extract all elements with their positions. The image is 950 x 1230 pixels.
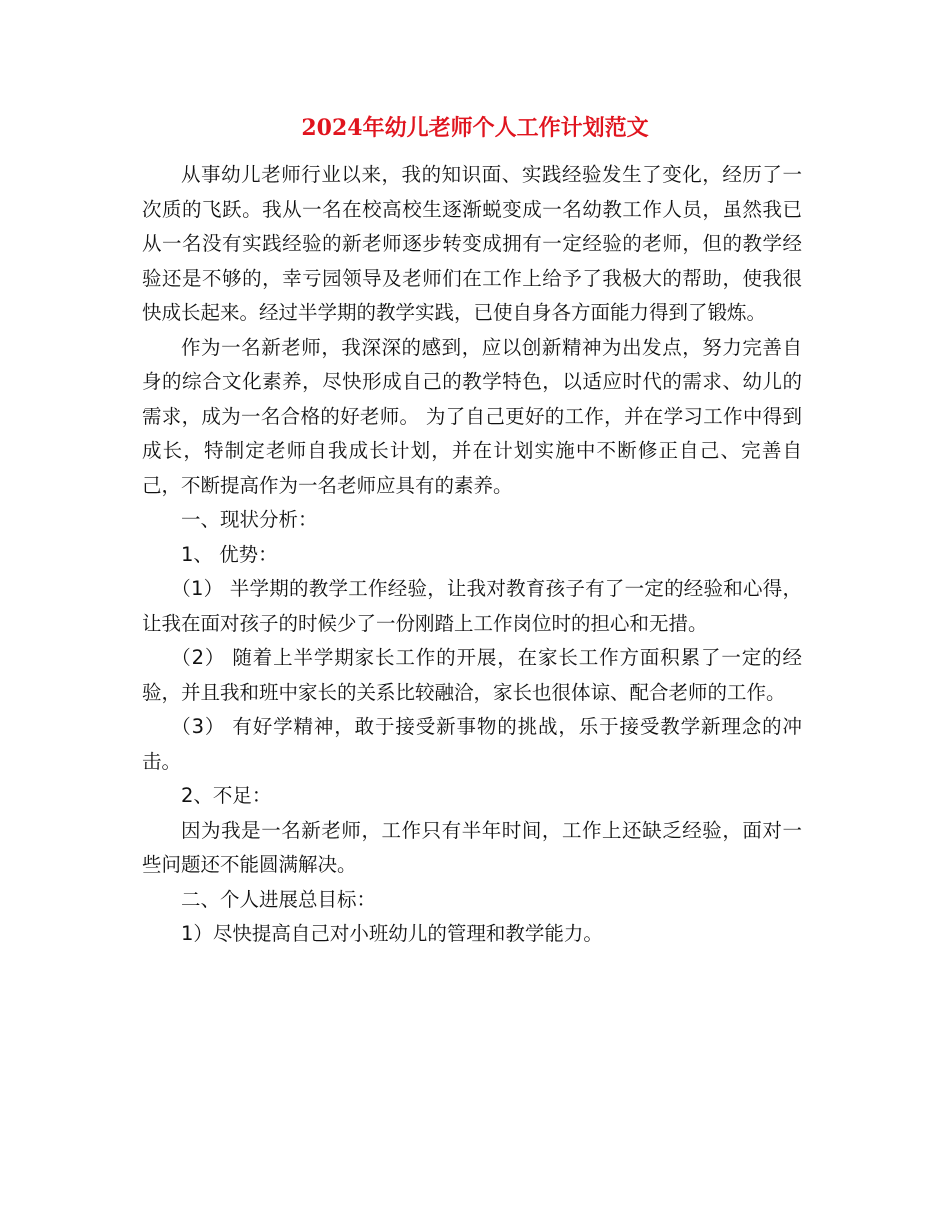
subheading-weaknesses: 2、不足： [181, 784, 272, 807]
strength-item-2: （2） 随着上半学期家长工作的开展，在家长工作方面积累了一定的经验，并且我和班中家长的关系比较融洽，家长也很体谅、配合老师的工作。 [142, 646, 802, 704]
strength-item-1: （1） 半学期的教学工作经验，让我对教育孩子有了一定的经验和心得，让我在面对孩子的时候少了一份刚踏上工作岗位时的担心和无措。 [142, 577, 802, 635]
heading-status-analysis: 一、现状分析： [181, 508, 318, 531]
goal-item-1: 1）尽快提高自己对小班幼儿的管理和教学能力。 [181, 922, 603, 945]
subheading-strengths: 1、 优势： [181, 542, 278, 566]
strength-item-3: （3） 有好学精神，敢于接受新事物的挑战，乐于接受教学新理念的冲击。 [142, 715, 802, 773]
heading-personal-goals: 二、个人进展总目标： [181, 887, 377, 911]
document-body [142, 158, 802, 952]
weakness-text: 因为我是一名新老师，工作只有半年时间，工作上还缺乏经验，面对一些问题还不能圆满解决。 [142, 818, 802, 876]
document-title: 2024年幼儿老师个人工作计划范文 [301, 115, 649, 141]
paragraph-intro: 从事幼儿老师行业以来，我的知识面、实践经验发生了变化，经历了一次质的飞跃。我从一名在校高校生逐渐蜕变成一名幼教工作人员，虽然我已从一名没有实践经验的新老师逐步转变成拥有一定经验的老师，但的教学经验还是不够的，幸亏园领导及老师们在工作上给予了我极大的帮助，使我很快成长起来。经过半学期的教学实践，已使自身各方面能力得到了锻炼。 [142, 163, 802, 324]
paragraph-goal: 作为一名新老师，我深深的感到，应以创新精神为出发点，努力完善自身的综合文化素养，尽快形成自己的教学特色，以适应时代的需求、幼儿的需求，成为一名合格的好老师。 为了自己更好的工作，并在学习工作中得到成长，特制定老师自我成长计划，并在计划实施中不断修正自己、完善自己，不断提高作为一名老师应具有的素养。 [142, 335, 802, 497]
